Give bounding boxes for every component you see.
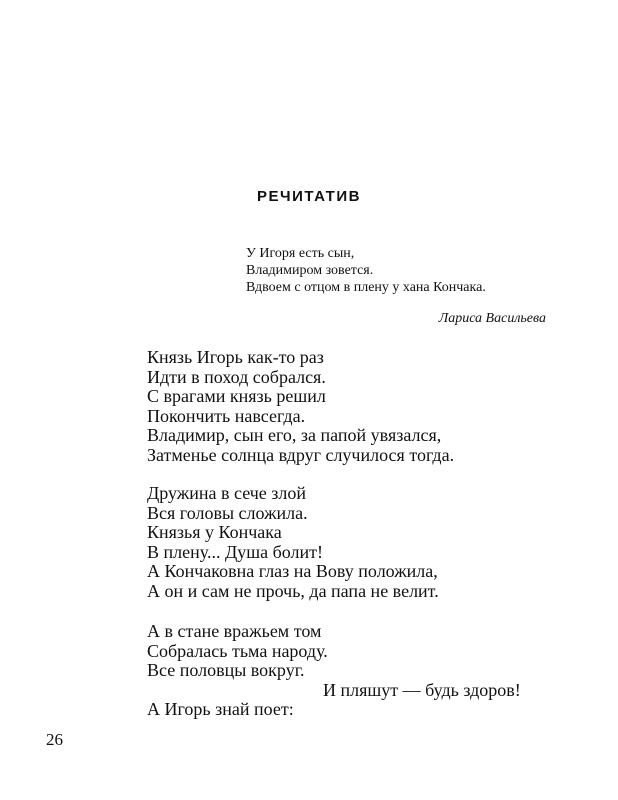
verse-line: С врагами князь решил [147,386,326,406]
verse-line: Собралась тьма народу. [147,640,328,661]
verse-line: Князья у Кончака [147,522,282,542]
verse-line: Все половцы вокруг. [147,660,305,680]
epigraph [246,245,486,296]
epigraph-line: У Игоря есть сын, [246,246,355,261]
poem-title: РЕЧИТАТИВ [257,188,361,205]
verse-line: Затменье солнца вдруг случилося тогда. [147,444,455,465]
epigraph-line: Владимиром зовется. [246,263,374,278]
verse-line: Вся головы сложила. [147,502,308,523]
verse-line: В плену... Душа болит! [147,541,323,562]
verse-line: Покончить навсегда. [147,405,306,426]
verse-line: А он и сам не прочь, да папа не велит. [147,580,439,601]
verse-line: Владимир, сын его, за папой увязался, [147,425,442,445]
stanza-3 [147,622,521,720]
epigraph-line: Вдвоем с отцом в плену у хана Кончака. [246,280,486,295]
verse-line: Идти в поход собрался. [147,366,326,387]
stanza-2 [147,484,439,601]
verse-line: И пляшут — будь здоров! [323,679,521,700]
verse-line: А Игорь знай поет: [147,699,294,719]
verse-line: Князь Игорь как-то раз [147,347,324,367]
epigraph-author: Лариса Васильева [438,311,546,326]
verse-line: А Кончаковна глаз на Вову положила, [147,561,438,581]
stanza-1 [147,348,454,465]
verse-line: Дружина в сече злой [147,483,307,503]
verse-line: А в стане вражьем том [147,621,322,641]
page-number: 26 [46,730,63,749]
